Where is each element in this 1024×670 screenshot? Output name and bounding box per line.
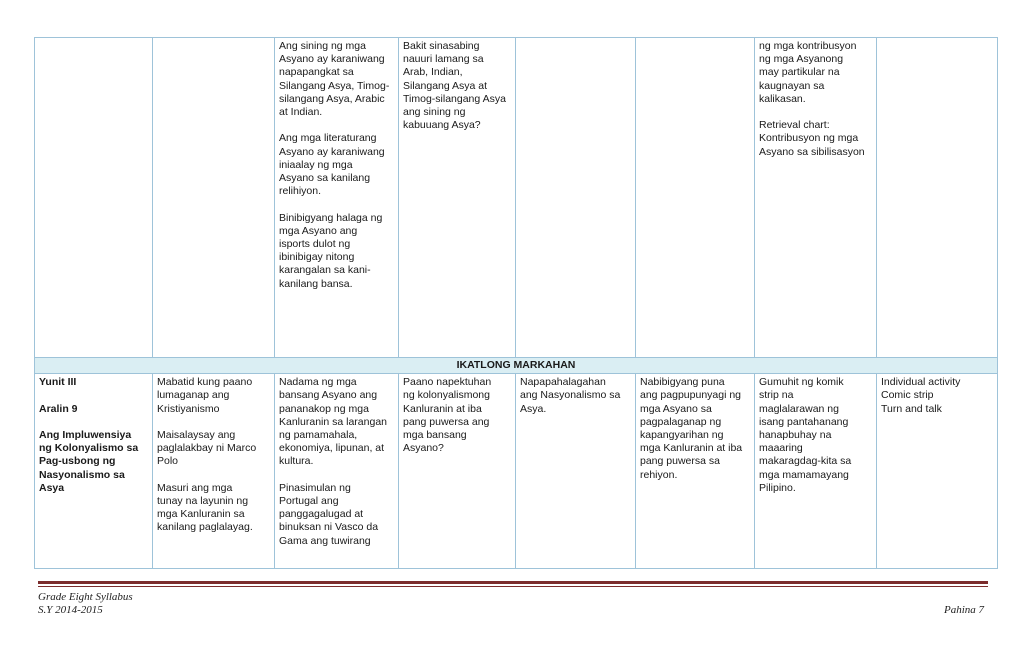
cell-unit [35,38,153,358]
quarter-band-label: IKATLONG MARKAHAN [35,358,998,374]
cell-understandings: Nadama ng mga bansang Asyano ang pananakop ng mga Kanluranin sa larangan ng pamamahala, ekonomiya, lipunan, at kultura. Pinasimulan ng Portugal ang panggagalugad at binuksan ni Vasco da Gama ang tuwirang [275,374,399,569]
cell-essential-question: Bakit sinasabing nauuri lamang sa Arab, Indian, Silangang Asya at Timog-silangang Asya ang sining ng kabuuang Asya? [399,38,516,358]
cell-strategy [877,38,998,358]
cell-output: ng mga kontribusyon ng mga Asyanong may partikular na kaugnayan sa kalikasan. Retrieval chart: Kontribusyon ng mga Asyano sa sibilisasyon [755,38,877,358]
syllabus-page [34,37,997,569]
cell-understandings: Ang sining ng mga Asyano ay karaniwang napapangkat sa Silangang Asya, Timog- silangang Asya, Arabic at Indian. Ang mga literaturang Asyano ay karaniwang iniaalay ng mga Asyano sa kanilang relihiyon. Binibigyang halaga ng mga Asyano ang isports dulot ng ibinibigay nitong karangalan sa kani- kanilang bansa. [275,38,399,358]
cell-essential-question: Paano napektuhan ng kolonyalismong Kanluranin at iba pang puwersa ang mga bansang Asyano? [399,374,516,569]
syllabus-table [34,37,998,569]
cell-objectives: Mabatid kung paano lumaganap ang Kristiyanismo Maisalaysay ang paglalakbay ni Marco Polo Masuri ang mga tunay na layunin ng mga Kanluranin sa kanilang paglalayag. [153,374,275,569]
cell-output: Gumuhit ng komik strip na maglalarawan ng isang pantahanang hanapbuhay na maaaring makaragdag-kita sa mga mamamayang Pilipino. [755,374,877,569]
cell-assessment [636,38,755,358]
footer-school-year: S.Y 2014-2015 [38,604,103,616]
footer-divider-thin [38,586,988,587]
page-number: Pahina 7 [943,604,984,616]
cell-strategy: Individual activity Comic strip Turn and talk [877,374,998,569]
cell-assessment: Nabibigyang puna ang pagpupunyagi ng mga Asyano sa pagpalaganap ng kapangyarihan ng mga Kanluranin at iba pang puwersa sa rehiyon. [636,374,755,569]
table-row-unit-3 [35,374,998,569]
cell-unit-title: Yunit III Aralin 9 Ang Impluwensiya ng Kolonyalismo sa Pag-usbong ng Nasyonalismo sa Asya [35,374,153,569]
footer-title: Grade Eight Syllabus [38,591,133,603]
table-row-continued [35,38,998,358]
cell-values [516,38,636,358]
footer-info [38,591,133,617]
footer-divider-thick [38,581,988,584]
cell-objectives [153,38,275,358]
cell-values: Napapahalagahan ang Nasyonalismo sa Asya. [516,374,636,569]
quarter-band-row [35,358,998,374]
